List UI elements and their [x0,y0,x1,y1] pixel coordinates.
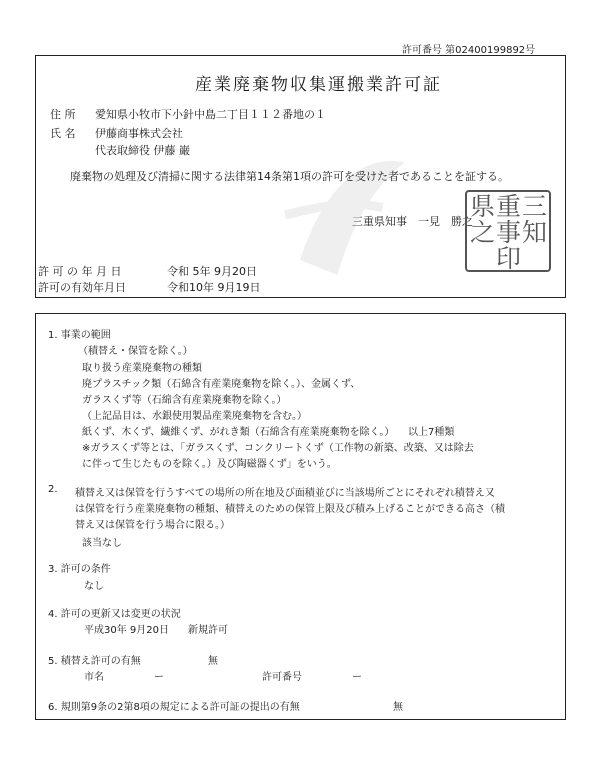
seal-char: 知 [522,218,548,247]
section-5-value: 無 [208,656,218,667]
seal-char: 之 [470,218,496,247]
certification-text: 廃棄物の処理及び清掃に関する法律第14条第1項の許可を受けた者であることを証する。 [70,170,509,183]
section-1-line: （積替え・保管を除く。） [78,346,193,357]
expiry-date-value: 令和10年 9月19日 [167,281,261,294]
section-4-status: 新規許可 [188,625,228,636]
section-2-heading: 2. [48,484,58,495]
representative-name: 代表取締役 伊藤 巌 [95,144,190,157]
section-3-value: なし [84,581,104,592]
section-6-value: 無 [393,702,403,713]
name-label: 氏 名 [50,127,76,140]
section-1-line: ガラスくず等（石綿含有産業廃棄物を除く。） [82,395,287,406]
section-5-permit-label: 許可番号 [262,672,302,683]
section-1-line: 取り扱う産業廃棄物の種類 [82,363,202,374]
section-1-count: 以上7種類 [408,427,455,438]
section-1-line: 紙くず、木くず、繊維くず、がれき類（石綿含有産業廃棄物を除く。） [82,427,395,438]
expiry-date-label: 許可の有効年月日 [38,281,126,294]
page-title: 産業廃棄物収集運搬業許可証 [195,75,442,95]
permit-date-label: 許 可 の 年 月 日 [38,265,122,278]
address-label: 住 所 [50,108,76,121]
section-1-line: （上記品目は、水銀使用製品産業廃棄物を含む。） [82,411,307,422]
address-value: 愛知県小牧市下小針中島二丁目１１２番地の１ [95,108,326,121]
section-1-heading: 1. 事業の範囲 [48,330,111,341]
seal-char: 重 [496,192,522,221]
company-name: 伊藤商事株式会社 [95,127,183,140]
issuer-name: 三重県知事 一見 勝之 [352,215,473,228]
section-5-heading: 5. 積替え許可の有無 [48,656,141,667]
section-4-date: 平成30年 9月20日 [84,625,169,636]
section-1-line: 廃プラスチック類（石綿含有産業廃棄物を除く。）、金属くず、 [82,379,361,390]
seal-char: 三 [522,192,548,221]
section-5-city-label: 市名 [84,672,104,683]
section-2-line: 積替え又は保管を行うすべての場所の所在地及び面積並びに当該場所ごとにそれぞれ積替え又 [75,488,495,499]
section-2-line: 替え又は保管を行う場合に限る。） [75,520,230,531]
section-4-heading: 4. 許可の更新又は変更の状況 [48,609,181,620]
section-3-heading: 3. 許可の条件 [48,564,111,575]
section-2-value: 該当なし [82,538,122,549]
section-1-note: ※ガラスくず等とは、「ガラスくず、コンクリートくず（工作物の新築、改築、又は除去 [82,443,474,454]
section-6-heading: 6. 規則第9条の2第8項の規定による許可証の提出の有無 [48,702,300,713]
section-5-permit-value: ー [352,672,362,683]
permit-number: 許可番号 第02400199892号 [402,45,536,56]
section-5-city-value: ー [154,672,164,683]
permit-date-value: 令和 5年 9月20日 [167,265,257,278]
seal-char: 印 [496,244,522,273]
section-1-note: に伴って生じたものを除く。）及び陶磁器くず」をいう。 [82,459,337,470]
seal-char: 事 [496,218,522,247]
section-2-line: は保管を行う産業廃棄物の種類、積替えのための保管上限及び積み上げることができる高さ（積 [75,504,505,515]
seal-char: 県 [470,192,496,221]
official-seal [465,190,551,272]
